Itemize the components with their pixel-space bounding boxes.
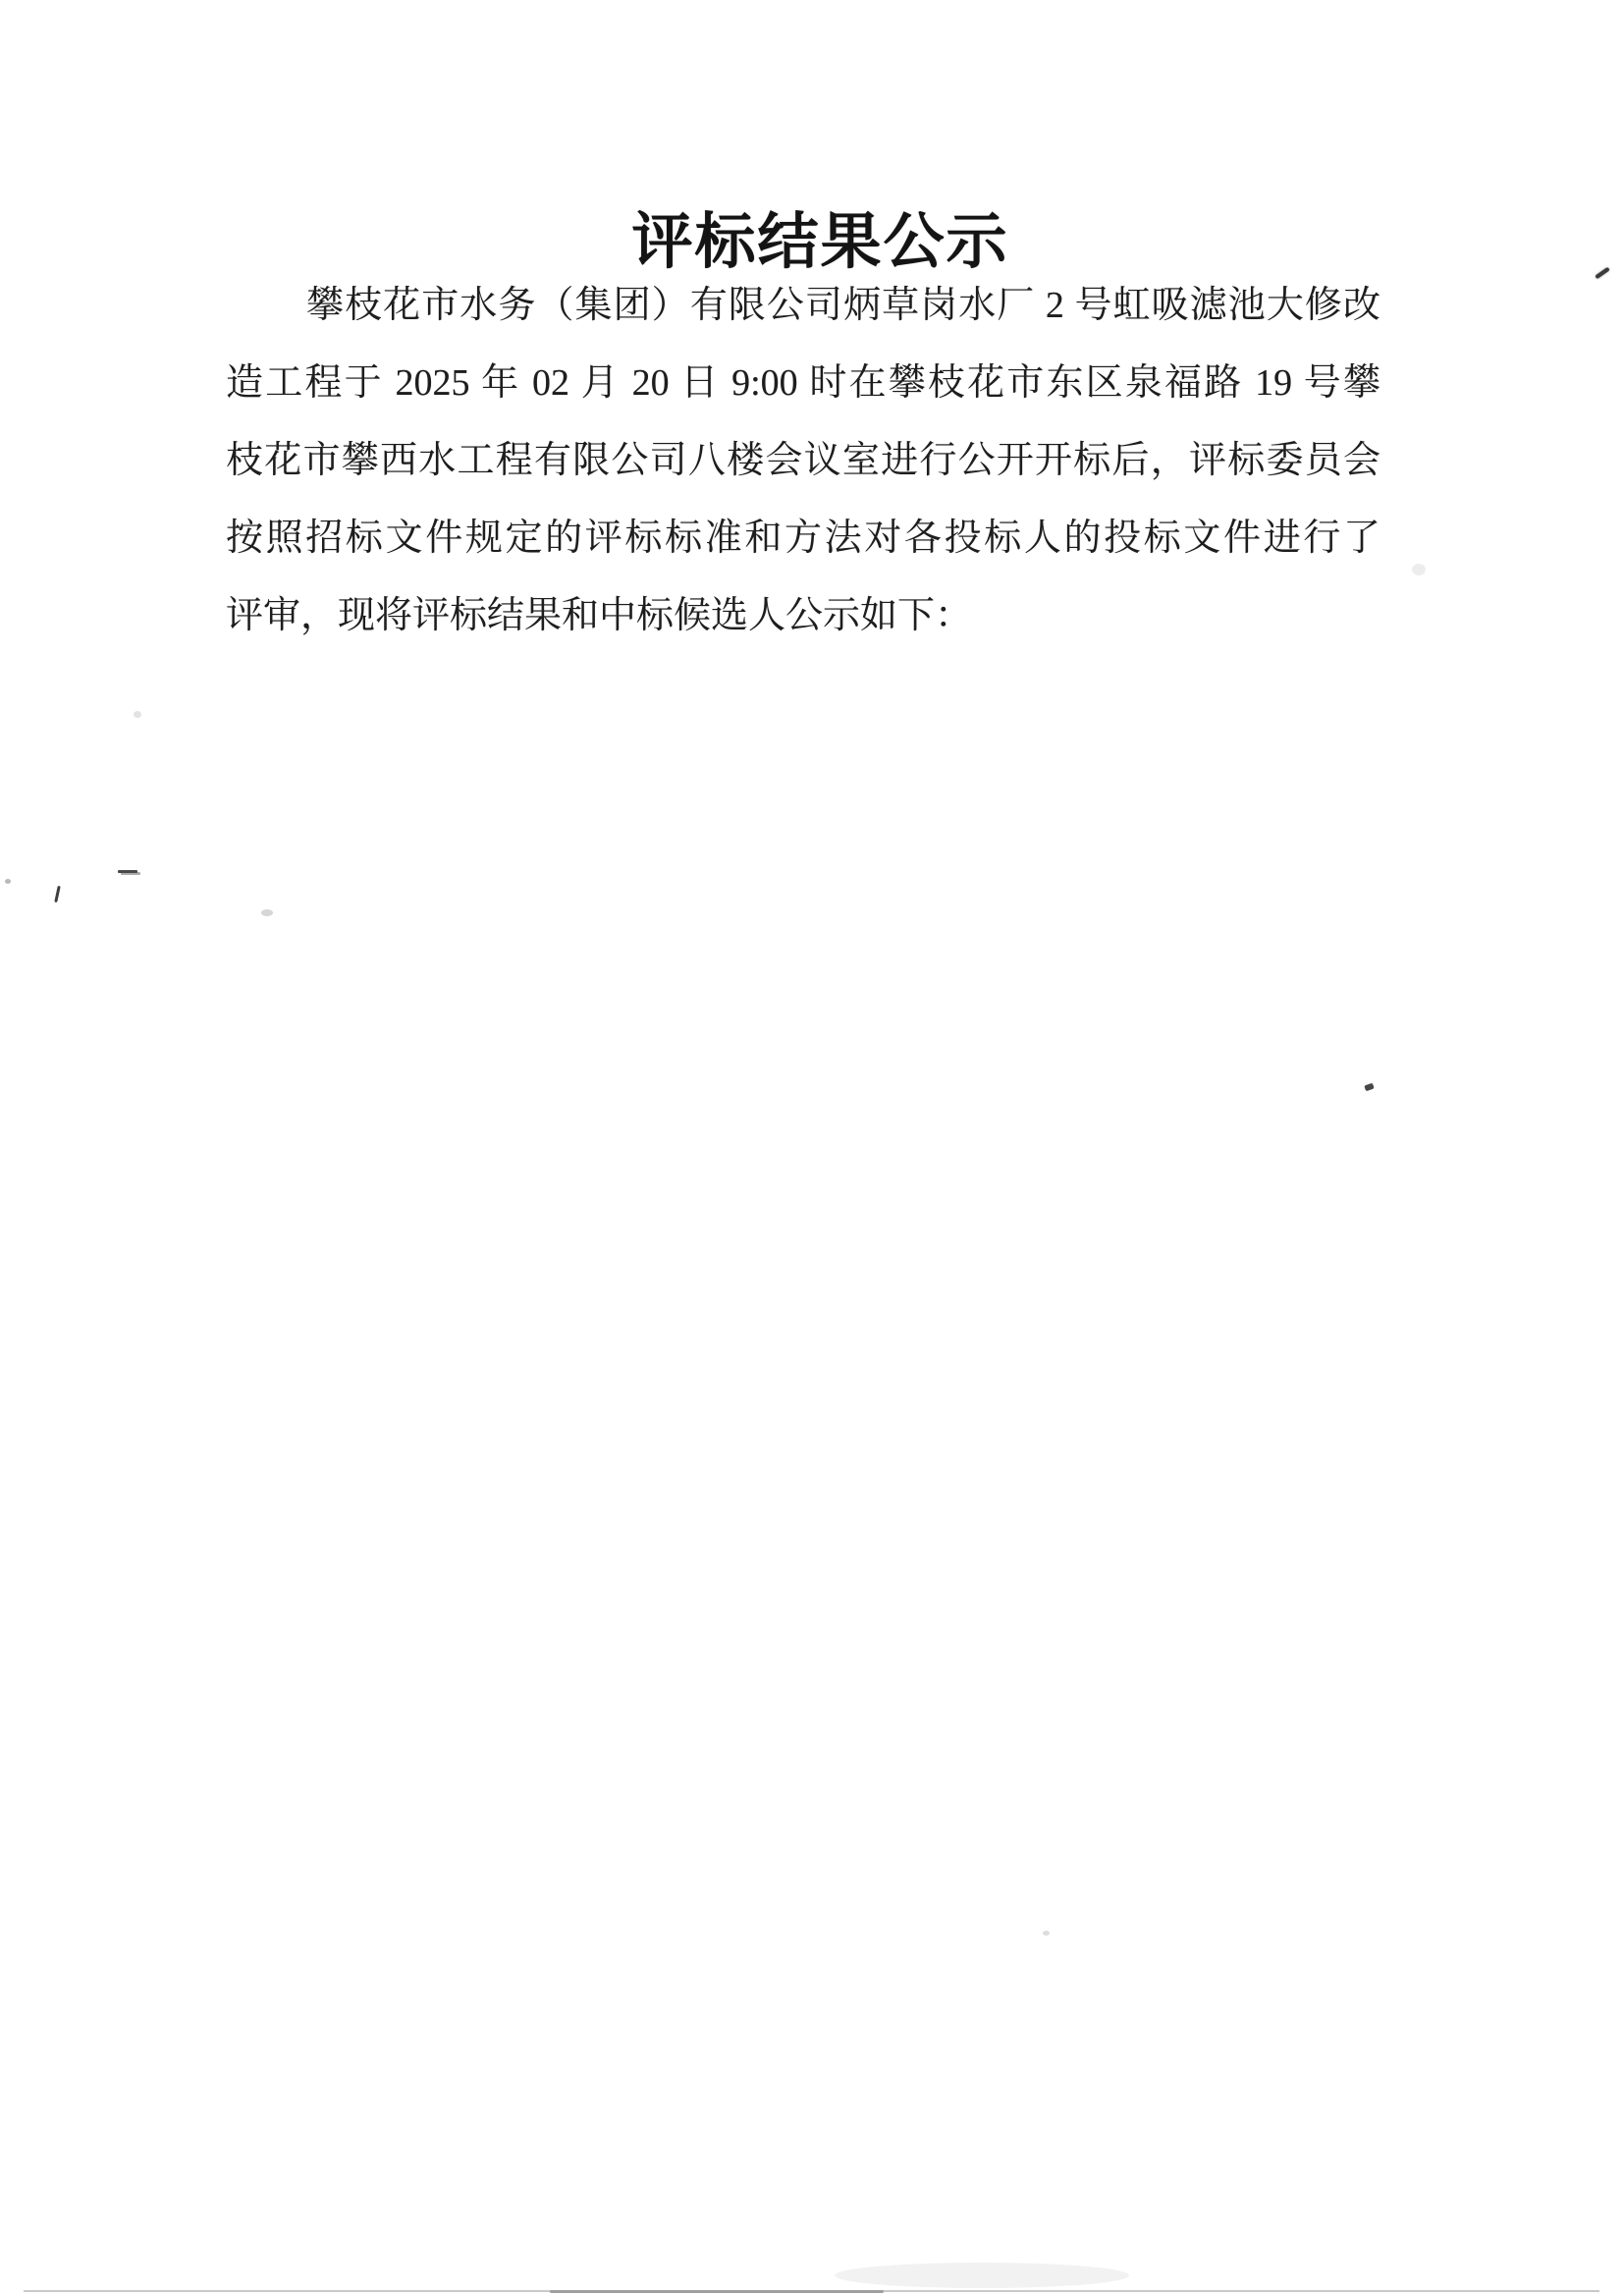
scan-speck-dot-left xyxy=(5,879,11,884)
paragraph-line-3: 枝花市攀西水工程有限公司八楼会议室进行公开开标后，评标委员会 xyxy=(226,440,1380,481)
scan-bottom-smudge xyxy=(835,2263,1129,2288)
paragraph-line-1: 攀枝花市水务（集团）有限公司炳草岗水厂 2 号虹吸滤池大修改 xyxy=(306,285,1380,326)
scan-speck-dot-mid xyxy=(1364,1083,1375,1092)
document-title: 评标结果公示 xyxy=(631,208,1009,276)
scan-speck-dot-faint xyxy=(134,711,141,718)
scan-page-bottom-edge-dark xyxy=(550,2290,884,2293)
paragraph-line-2: 造工程于 2025 年 02 月 20 日 9:00 时在攀枝花市东区泉福路 19 号攀 xyxy=(226,362,1380,404)
scan-speck-slash xyxy=(54,886,60,902)
body-paragraph xyxy=(226,267,1380,655)
paragraph-line-5: 评审，现将评标结果和中标候选人公示如下： xyxy=(226,595,973,636)
scan-speck-smudge xyxy=(1412,564,1426,575)
scan-speck-dash xyxy=(118,870,137,873)
scan-speck-smudge xyxy=(261,909,273,916)
scan-speck-dot-faint xyxy=(1043,1931,1050,1936)
paragraph-line-4: 按照招标文件规定的评标标准和方法对各投标人的投标文件进行了 xyxy=(226,518,1380,559)
